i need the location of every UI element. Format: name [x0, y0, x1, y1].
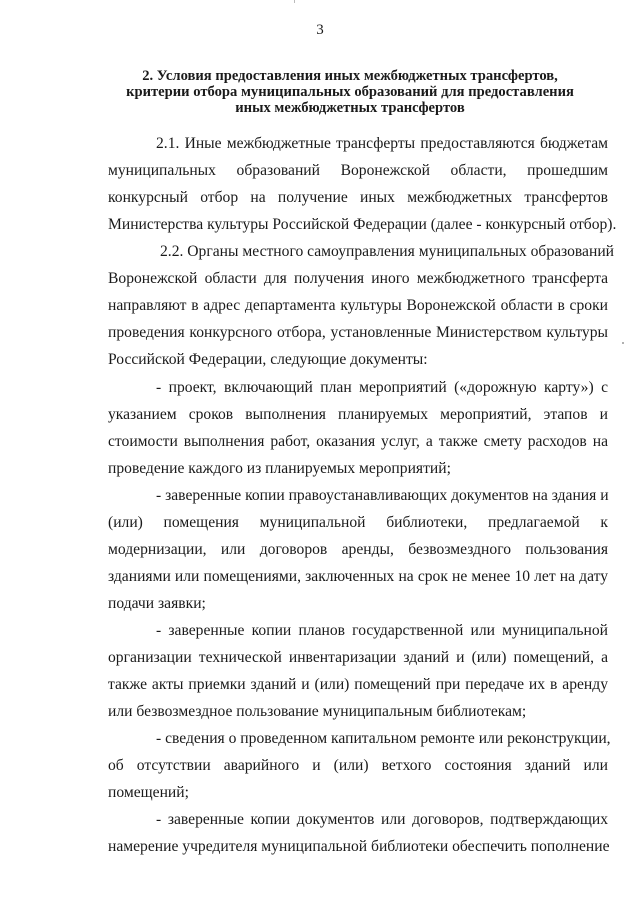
text-line: модернизации, или договоров аренды, безвозмездного пользования: [108, 541, 608, 558]
text-line: стоимости выполнения работ, оказания услуг, а также смету расходов на: [108, 433, 608, 450]
scan-artifact: [294, 0, 295, 3]
scan-artifact: [622, 342, 624, 344]
text-line: - проект, включающий план мероприятий («дорожную карту») с: [156, 379, 608, 396]
text-line: 2.2. Органы местного самоуправления муниципальных образований: [160, 243, 615, 260]
text-line: - сведения о проведенном капитальном ремонте или реконструкции,: [156, 730, 611, 747]
text-line: проведение каждого из планируемых мероприятий;: [108, 460, 451, 477]
text-line: или безвозмездное пользование муниципальным библиотекам;: [108, 703, 527, 720]
heading-line: иных межбюджетных трансфертов: [235, 100, 465, 116]
text-line: - заверенные копии правоустанавливающих документов на здания и: [156, 487, 609, 504]
text-line: Министерства культуры Российской Федерации (далее - конкурсный отбор).: [108, 216, 617, 233]
page-number: 3: [316, 22, 324, 38]
text-line: помещений;: [108, 784, 189, 801]
text-line: также акты приемки зданий и (или) помещений при передаче их в аренду: [108, 676, 608, 693]
text-line: конкурсный отбор на получение иных межбюджетных трансфертов: [108, 189, 608, 206]
text-line: - заверенные копии документов или договоров, подтверждающих: [156, 811, 608, 828]
text-line: намерение учредителя муниципальной библиотеки обеспечить пополнение: [108, 838, 610, 855]
text-line: муниципальных образований Воронежской области, прошедшим: [108, 162, 608, 179]
text-line: организации технической инвентаризации зданий и (или) помещений, а: [108, 649, 608, 666]
text-line: Воронежской области для получения иного межбюджетного трансферта: [108, 270, 608, 287]
text-line: подачи заявки;: [108, 595, 206, 612]
section-heading: [100, 68, 600, 116]
text-line: (или) помещения муниципальной библиотеки, предлагаемой к: [108, 514, 608, 531]
text-line: - заверенные копии планов государственной или муниципальной: [156, 622, 608, 639]
text-line: направляют в адрес департамента культуры Воронежской области в сроки: [108, 297, 608, 314]
text-line: указанием сроков выполнения планируемых мероприятий, этапов и: [108, 406, 608, 423]
text-line: зданиями или помещениями, заключенных на срок не менее 10 лет на дату: [108, 568, 608, 585]
heading-line: критерии отбора муниципальных образований для предоставления: [126, 84, 574, 100]
text-line: Российской Федерации, следующие документы:: [108, 351, 428, 368]
text-line: проведения конкурсного отбора, установленные Министерством культуры: [108, 324, 608, 341]
text-line: 2.1. Иные межбюджетные трансферты предоставляются бюджетам: [156, 135, 608, 152]
text-line: об отсутствии аварийного и (или) ветхого состояния зданий или: [108, 757, 608, 774]
heading-line: 2. Условия предоставления иных межбюджетных трансфертов,: [142, 68, 558, 84]
